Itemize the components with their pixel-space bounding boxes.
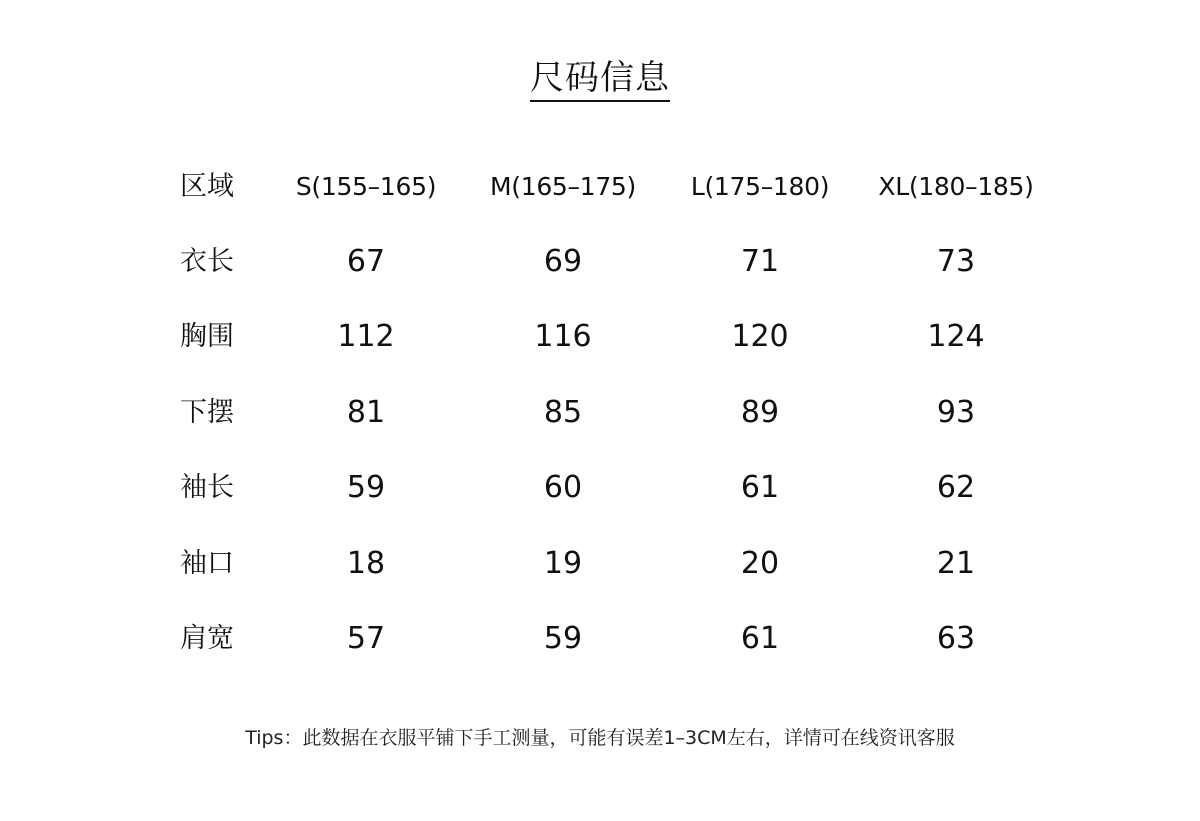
table-cell: 124 bbox=[927, 319, 985, 354]
table-cell: 57 bbox=[346, 621, 386, 656]
header-size-l: L(175–180) bbox=[690, 172, 830, 201]
header-size-s: S(155–165) bbox=[295, 172, 437, 201]
table-cell: 21 bbox=[936, 546, 976, 581]
header-size-xl: XL(180–185) bbox=[878, 172, 1034, 201]
page-title-text: 尺码信息 bbox=[530, 58, 670, 102]
measurement-tips: Tips：此数据在衣服平铺下手工测量，可能有误差1–3CM左右，详情可在线资讯客服 bbox=[245, 727, 955, 749]
header-label-region: 区域 bbox=[180, 171, 234, 202]
table-cell: 73 bbox=[936, 244, 976, 279]
table-cell: 81 bbox=[346, 395, 386, 430]
table-cell: 116 bbox=[534, 319, 592, 354]
table-row bbox=[0, 307, 1200, 367]
table-cell: 61 bbox=[740, 470, 780, 505]
table-row bbox=[0, 383, 1200, 443]
table-cell: 69 bbox=[543, 244, 583, 279]
table-row bbox=[0, 458, 1200, 518]
table-cell: 85 bbox=[543, 395, 583, 430]
table-cell: 63 bbox=[936, 621, 976, 656]
row-label: 袖长 bbox=[180, 472, 234, 503]
table-row bbox=[0, 232, 1200, 292]
table-cell: 71 bbox=[740, 244, 780, 279]
table-header-row bbox=[0, 157, 1200, 217]
row-label: 衣长 bbox=[180, 246, 234, 277]
row-label: 肩宽 bbox=[180, 623, 234, 654]
size-table bbox=[0, 150, 1200, 680]
table-cell: 19 bbox=[543, 546, 583, 581]
table-row bbox=[0, 534, 1200, 594]
table-row bbox=[0, 609, 1200, 669]
table-cell: 59 bbox=[346, 470, 386, 505]
row-label: 袖口 bbox=[180, 548, 234, 579]
table-cell: 112 bbox=[337, 319, 395, 354]
row-label: 胸围 bbox=[180, 321, 234, 352]
table-cell: 61 bbox=[740, 621, 780, 656]
table-cell: 120 bbox=[731, 319, 789, 354]
table-cell: 59 bbox=[543, 621, 583, 656]
table-cell: 20 bbox=[740, 546, 780, 581]
table-cell: 93 bbox=[936, 395, 976, 430]
header-size-m: M(165–175) bbox=[489, 172, 636, 201]
page-title bbox=[0, 56, 1200, 100]
table-cell: 60 bbox=[543, 470, 583, 505]
row-label: 下摆 bbox=[180, 397, 234, 428]
table-cell: 67 bbox=[346, 244, 386, 279]
table-cell: 18 bbox=[346, 546, 386, 581]
table-cell: 89 bbox=[740, 395, 780, 430]
table-cell: 62 bbox=[936, 470, 976, 505]
